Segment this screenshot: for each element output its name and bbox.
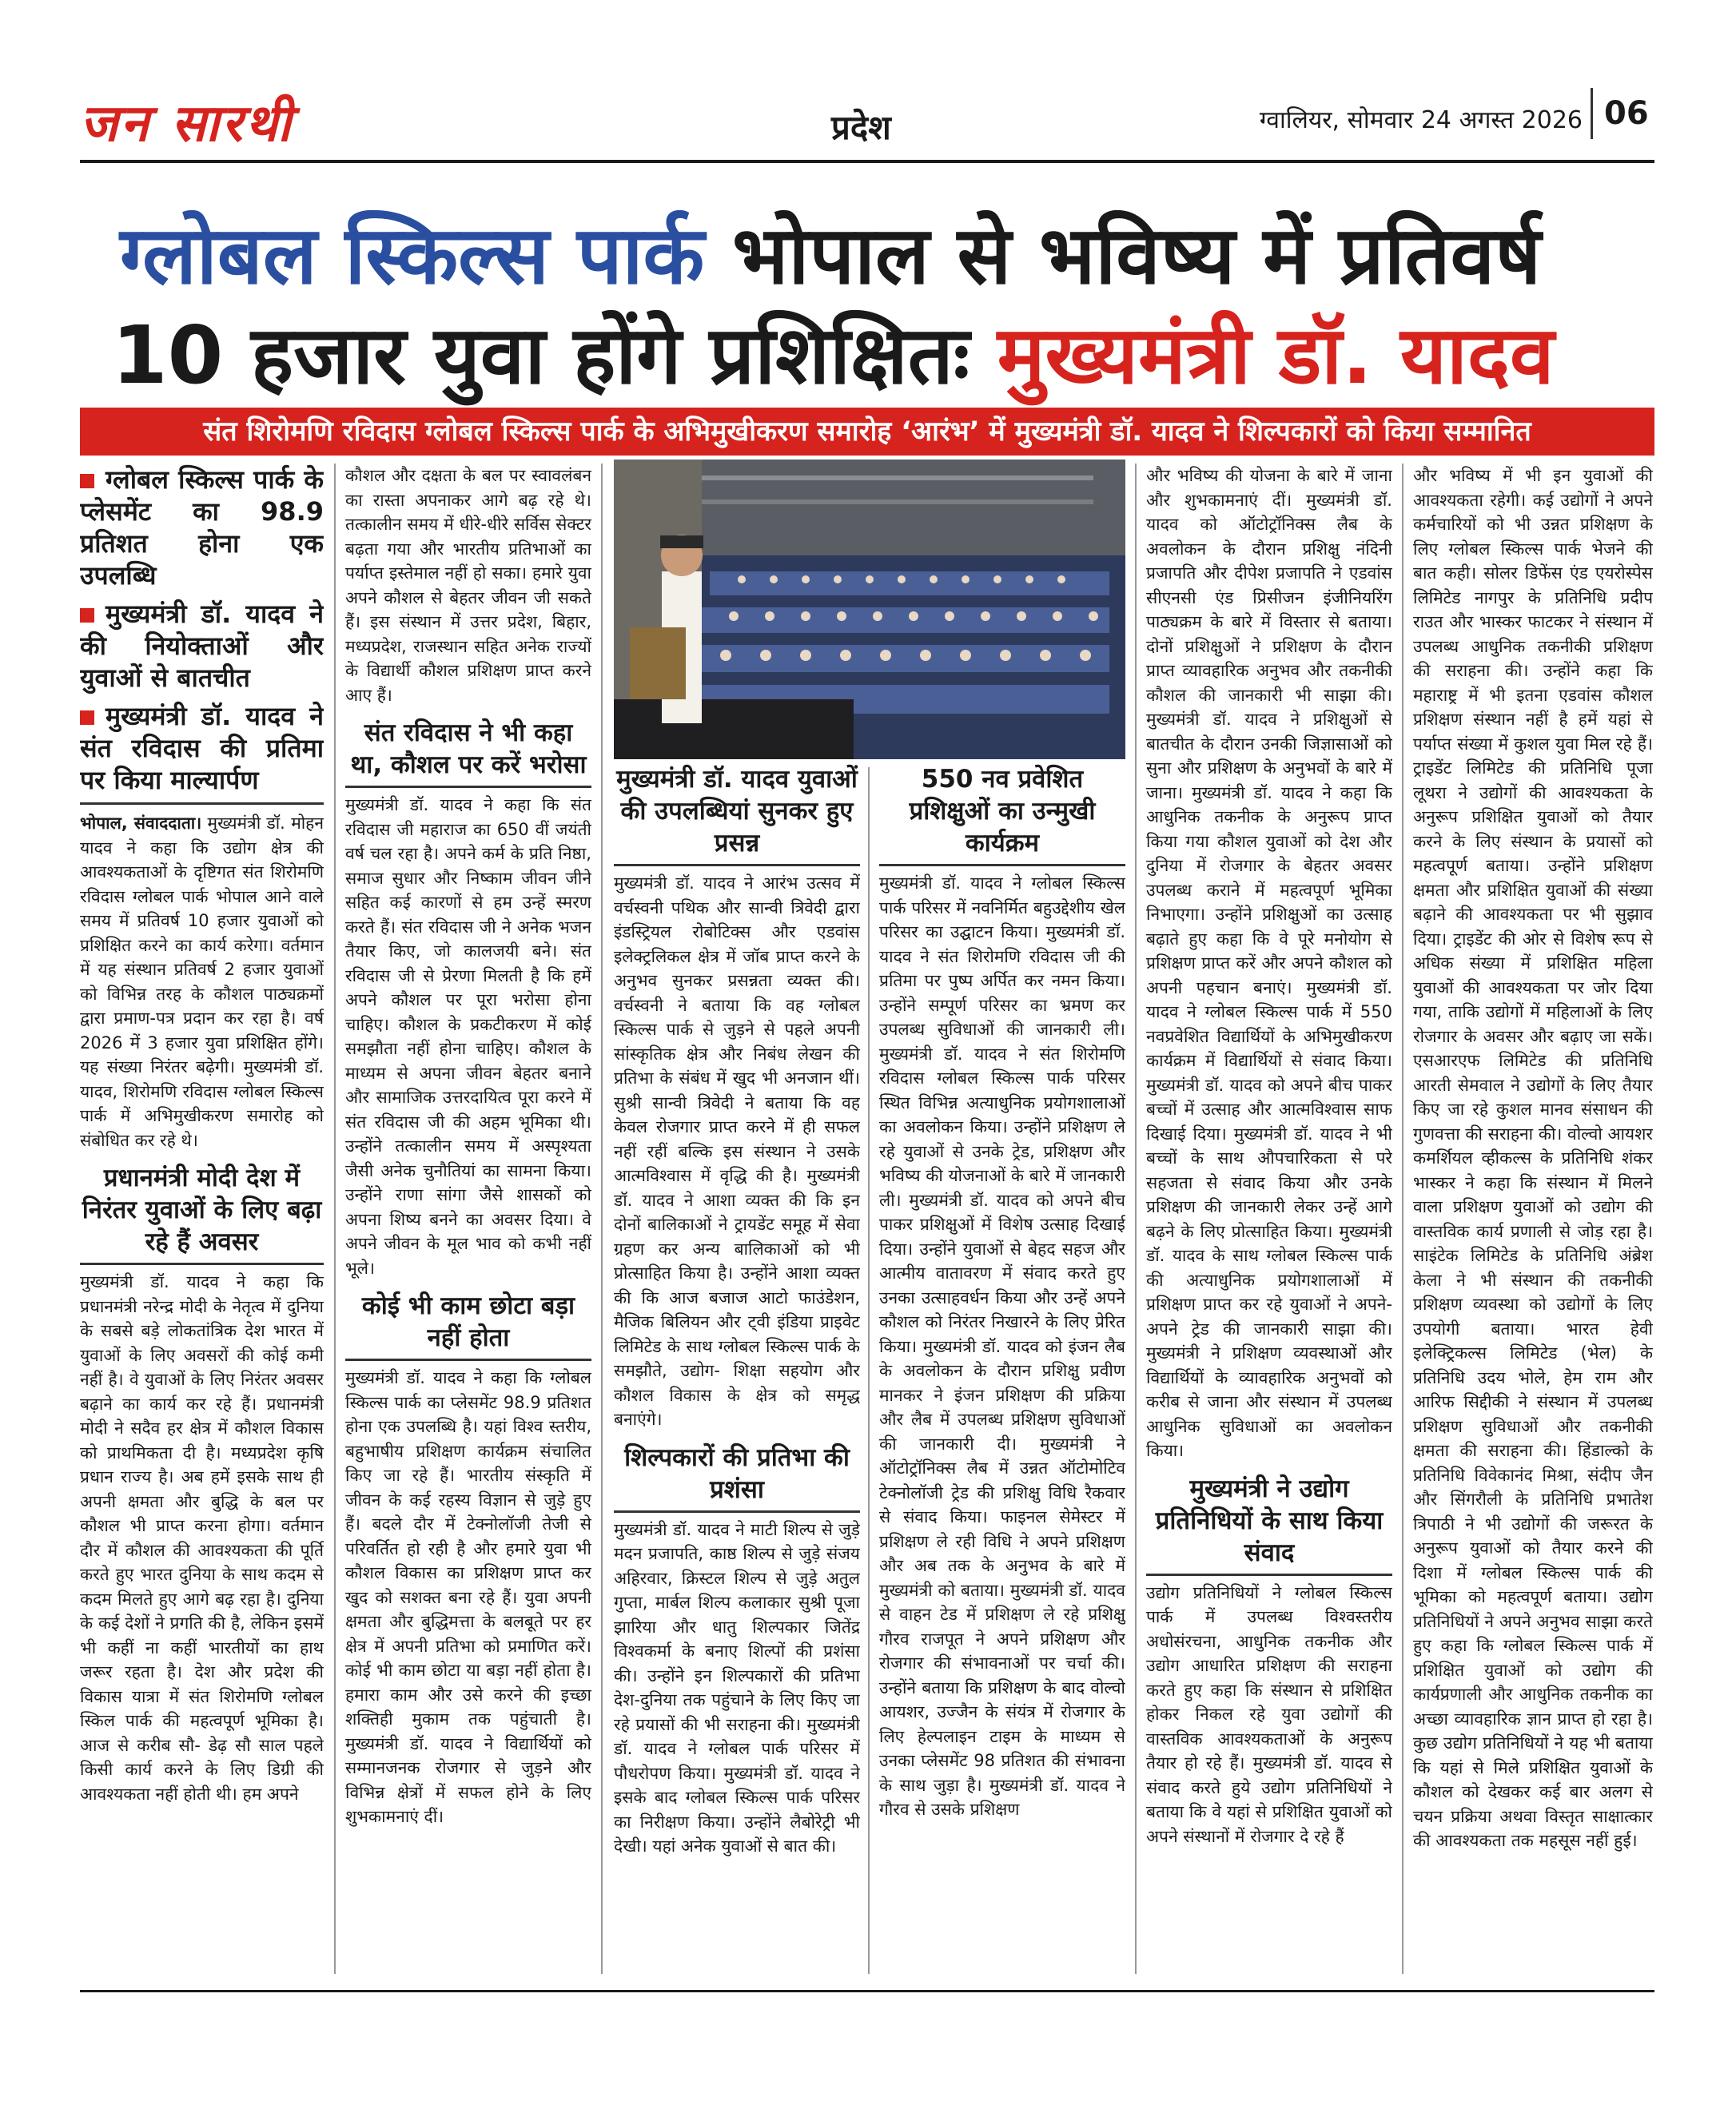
auditorium-photo-illustration — [614, 460, 1125, 759]
dateline-byline: भोपाल, संवाददाता। — [80, 814, 202, 833]
section-label: प्रदेश — [831, 108, 891, 147]
article-paragraph: मुख्यमंत्री डॉ. यादव ने आरंभ उत्सव में वर्चस्वनी पथिक और सान्वी त्रिवेदी द्वारा इंडस्ट्रियल रोबोटिक्स और एडवांस इलेक्ट्रलिकल क्षेत्र में जॉब प्राप्त करने के अनुभव सुनकर प्रसन्नता व्यक्त की। वर्चस्वनी ने बताया कि वह ग्लोबल स्किल्स पार्क से जुड़ने से पहले अपनी सांस्कृतिक क्षेत्र और निबंध लेखन की प्रतिभा के संबंध में खुद भी अनजान थीं। सुश्री सान्वी त्रिवेदी ने बताया कि वह केवल रोजगार प्राप्त करने में ही सफल नहीं रहीं बल्कि इस संस्थान ने उसके आत्मविश्वास में वृद्धि की है। मुख्यमंत्री डॉ. यादव ने आशा व्यक्त की कि इन दोनों बालिकाओं ने ट्रायडेंट समूह में सेवा ग्रहण कर अन्य बालिकाओं को भी प्रोत्साहित किया है। उन्होंने आशा व्यक्त की कि आज बजाज आटो फाउंडेशन, मैजिक बिलियन और ट्वी इंडिया प्राइवेट लिमिटेड के साथ ग्लोबल स्किल्स पार्क के समझौते, उद्योग- शिक्षा सहयोग और कौशल विकास के क्षेत्र को समृद्ध बनाएंगे। — [614, 873, 860, 1429]
subheading: शिल्पकारों की प्रतिभा की प्रशंसा — [614, 1442, 860, 1513]
headline-line-2 — [112, 308, 1555, 404]
subheading: 550 नव प्रवेशित प्रशिक्षुओं का उन्मुखी कार्यक्रम — [879, 763, 1125, 866]
article-paragraph: और भविष्य की योजना के बारे में जाना और शुभकामनाएं दीं। मुख्यमंत्री डॉ. यादव को ऑटोट्रॉनिक्स लैब के अवलोकन के दौरान प्रशिक्षु नंदिनी प्रजापति और दीपेश प्रजापति ने एडवांस सीएनसी एंड प्रिसीजन इंजीनियरिंग पाठ्यक्रम के बारे में विस्तार से बताया। दोनों प्रशिक्षुओं ने प्रशिक्षण के दौरान प्राप्त व्यावहारिक अनुभव और तकनीकी कौशल की जानकारी भी साझा की। मुख्यमंत्री डॉ. यादव ने प्रशिक्षुओं से बातचीत के दौरान उनकी जिज्ञासाओं को सुना और प्रशिक्षण के अनुभवों के बारे में जाना। मुख्यमंत्री डॉ. यादव ने कहा कि आधुनिक तकनीक के अनुरूप प्राप्त किया गया कौशल युवाओं को देश और दुनिया में रोजगार के बेहतर अवसर उपलब्ध कराने में महत्वपूर्ण भूमिका निभाएगा। उन्होंने प्रशिक्षुओं का उत्साह बढ़ाते हुए कहा कि वे पूरे मनोयोग से प्रशिक्षण प्राप्त करें और अपने कौशल को अपनी पहचान बनाएं। मुख्यमंत्री डॉ. यादव ने ग्लोबल स्किल्स पार्क में 550 नवप्रवेशित विद्यार्थियों के अभिमुखीकरण कार्यक्रम में विद्यार्थियों से संवाद किया। मुख्यमंत्री डॉ. यादव को अपने बीच पाकर बच्चों में उत्साह और आत्मविश्वास साफ दिखाई दिया। मुख्यमंत्री डॉ. यादव ने भी बच्चों के साथ औपचारिकता से परे सहजता से संवाद किया और उनके प्रशिक्षण की जानकारी लेकर उन्हें आगे बढ़ने के लिए प्रोत्साहित किया। मुख्यमंत्री डॉ. यादव के साथ ग्लोबल स्किल्स पार्क की अत्याधुनिक प्रयोगशालाओं में प्रशिक्षण प्राप्त कर रहे युवाओं ने अपने-अपने ट्रेड की जानकारी साझा की। मुख्यमंत्री ने प्रशिक्षण व्यवस्थाओं और विद्यार्थियों के व्यावहारिक अनुभवों को करीब से जाना और संस्थान में उपलब्ध आधुनिक सुविधाओं का अवलोकन किया। — [1146, 466, 1392, 1460]
article-paragraph: मुख्यमंत्री डॉ. यादव ने ग्लोबल स्किल्स पार्क परिसर में नवनिर्मित बहुउद्देशीय खेल परिसर का उद्घाटन किया। मुख्यमंत्री डॉ. यादव ने संत शिरोमणि रविदास जी की प्रतिमा पर पुष्प अर्पित कर नमन किया। उन्होंने सम्पूर्ण परिसर का भ्रमण कर उपलब्ध सुविधाओं की जानकारी ली। मुख्यमंत्री डॉ. यादव ने संत शिरोमणि रविदास ग्लोबल स्किल्स पार्क परिसर स्थित विभिन्न अत्याधुनिक प्रयोगशालाओं का अवलोकन किया। उन्होंने प्रशिक्षण ले रहे युवाओं से उनके ट्रेड, प्रशिक्षण और भविष्य की योजनाओं के बारे में जानकारी ली। मुख्यमंत्री डॉ. यादव को अपने बीच पाकर प्रशिक्षुओं में विशेष उत्साह दिखाई दिया। उन्होंने युवाओं से बेहद सहज और आत्मीय वातावरण में संवाद करते हुए उनका उत्साहवर्धन किया और उन्हें अपने कौशल को निरंतर निखारने के लिए प्रेरित किया। मुख्यमंत्री डॉ. यादव को इंजन लैब के अवलोकन के दौरान प्रशिक्षु प्रवीण मानकर ने इंजन प्रशिक्षण की प्रक्रिया और लैब में उपलब्ध प्रशिक्षण सुविधाओं की जानकारी दी। मुख्यमंत्री ने ऑटोट्रॉनिक्स लैब में उन्नत ऑटोमोटिव टेक्नोलॉजी ट्रेड की प्रशिक्षु विधि रैकवार से संवाद किया। फाइनल सेमेस्टर में प्रशिक्षण ले रही विधि ने अपने प्रशिक्षण और अब तक के अनुभव के बारे में मुख्यमंत्री को बताया। मुख्यमंत्री डॉ. यादव से वाहन टेड में प्रशिक्षण ले रहे प्रशिक्षु गौरव राजपूत ने अपने प्रशिक्षण और रोजगार की संभावनाओं पर चर्चा की। उन्होंने बताया कि प्रशिक्षण के बाद वोल्वो आयशर, उज्जैन के संयंत्र में रोजगार के लिए हेल्पलाइन टाइम के माध्यम से उनका प्लेसमेंट 98 प्रतिशत की संभावना के साथ जुड़ा है। मुख्यमंत्री डॉ. यादव ने गौरव से उसके प्रशिक्षण — [879, 873, 1125, 1819]
article-paragraph: मुख्यमंत्री डॉ. यादव ने कहा कि ग्लोबल स्किल्स पार्क का प्लेसमेंट 98.9 प्रतिशत होना एक उपलब्धि है। यहां विश्व स्तरीय, बहुभाषीय प्रशिक्षण कार्यक्रम संचालित किए जा रहे हैं। भारतीय संस्कृति में जीवन के कई रहस्य विज्ञान से जुड़े हुए हैं। बदले दौर में टेक्नोलॉजी तेजी से परिवर्तित हो रही है और हमारे युवा भी कौशल विकास का प्रशिक्षण प्राप्त कर खुद को सशक्त बना रहे हैं। युवा अपनी क्षमता और बुद्धिमत्ता के बलबूते पर हर क्षेत्र में अपनी प्रतिभा को प्रमाणित करें। कोई भी काम छोटा या बड़ा नहीं होता है। हमारा काम और उसे करने की इच्छा शक्तिही मुकाम तक पहुंचाती है। मुख्यमंत्री डॉ. यादव ने विद्यार्थियों को सम्मानजनक रोजगार से जुड़ने और विभिन्न क्षेत्रों में सफल होने के लिए शुभकामनाएं दीं। — [345, 1368, 591, 1826]
headline-black-part-2: 10 हजार युवा होंगे प्रशिक्षितः — [112, 308, 997, 402]
bullet-square-icon — [80, 608, 94, 623]
column-divider — [1135, 464, 1137, 1974]
article-paragraph: मुख्यमंत्री डॉ. यादव ने कहा कि प्रधानमंत्री नरेन्द्र मोदी के नेतृत्व में दुनिया के सबसे बड़े लोकतांत्रिक देश भारत में युवाओं के लिए अवसरों की कोई कमी नहीं है। वे युवाओं के लिए निरंतर अवसर बढ़ाने का कार्य कर रहे हैं। प्रधानमंत्री मोदी ने सदैव हर क्षेत्र में कौशल विकास को प्राथमिकता दी है। मध्यप्रदेश कृषि प्रधान राज्य है। अब हमें इसके साथ ही अपनी क्षमता और बुद्धि के बल पर कौशल भी प्राप्त करना होगा। वर्तमान दौर में कौशल की आवश्यकता की पूर्ति करते हुए भारत दुनिया के साथ कदम से कदम मिलते हुए आगे बढ़ रहा है। दुनिया के कई देशों ने प्रगति की है, लेकिन इसमें भी कहीं ना कहीं भारतीयों का हाथ जरूर रहता है। देश और प्रदेश की विकास यात्रा में संत शिरोमणि ग्लोबल स्किल पार्क की महत्वपूर्ण भूमिका है। आज से करीब सौ- डेढ़ सौ साल पहले किसी कार्य करने के लिए डिग्री की आवश्यकता नहीं होती थी। हम अपने — [80, 1272, 324, 1804]
headline-red-part: मुख्यमंत्री डॉ. यादव — [997, 308, 1555, 402]
article-paragraph: कौशल और दक्षता के बल पर स्वावलंबन का रास्ता अपनाकर आगे बढ़ रहे थे। तत्कालीन समय में धीरे-धीरे सर्विस सेक्टर बढ़ता गया और भारतीय प्रतिभाओं का पर्याप्त इस्तेमाल नहीं हो सका। हमारे युवा अपने कौशल से बेहतर जीवन जी सकते हैं। इस संस्थान में उत्तर प्रदेश, बिहार, मध्यप्रदेश, राजस्थान सहित अनेक राज्यों के विद्यार्थी कौशल प्रशिक्षण प्राप्त करने आए हैं। — [345, 466, 591, 705]
article-column-6 — [1413, 464, 1653, 1982]
headline-black-part: भोपाल से भविष्य में प्रतिवर्ष — [704, 209, 1542, 302]
highlight-item: ग्लोबल स्किल्स पार्क के प्लेसमेंट का 98.9 प्रतिशत होना एक उपलब्धि — [80, 464, 324, 591]
subheading: संत रविदास ने भी कहा था, कौशल पर करें भरोसा — [345, 717, 591, 788]
article-paragraph: मुख्यमंत्री डॉ. यादव ने माटी शिल्प से जुड़े मदन प्रजापति, काष्ठ शिल्प से जुड़े संजय अहिरवार, क्रिस्टल शिल्प से जुड़े अतुल गुप्ता, मार्बल शिल्प कलाकार सुश्री पूजा झारिया और धातु शिल्पकार जितेंद्र विश्वकर्मा के बनाए शिल्पों की प्रशंसा की। उन्होंने इन शिल्पकारों की प्रतिभा देश-दुनिया तक पहुंचाने के लिए किए जा रहे प्रयासों की भी सराहना की। मुख्यमंत्री डॉ. यादव ने ग्लोबल पार्क परिसर में पौधरोपण किया। मुख्यमंत्री डॉ. यादव ने इसके बाद ग्लोबल स्किल्स पार्क परिसर का निरीक्षण किया। उन्होंने लैबोरेट्री भी देखी। यहां अनेक युवाओं से बात की। — [614, 1519, 860, 1856]
column-divider — [334, 464, 336, 1974]
subheading: मुख्यमंत्री ने उद्योग प्रतिनिधियों के साथ किया संवाद — [1146, 1473, 1392, 1576]
column-divider — [1402, 464, 1404, 1974]
article-column-2 — [345, 464, 591, 1982]
article-column-5 — [1146, 464, 1392, 1982]
column-divider — [601, 464, 603, 1974]
column-divider — [868, 767, 870, 1974]
subheading: मुख्यमंत्री डॉ. यादव युवाओं की उपलब्धियां सुनकर हुए प्रसन्न — [614, 763, 860, 866]
subheading: कोई भी काम छोटा बड़ा नहीं होता — [345, 1290, 591, 1361]
highlight-item: मुख्यमंत्री डॉ. यादव ने संत रविदास की प्रतिमा पर किया माल्यार्पण — [80, 700, 324, 805]
edition-dateline: ग्वालियर, सोमवार 24 अगस्त 2026 — [1259, 106, 1583, 134]
article-paragraph: उद्योग प्रतिनिधियों ने ग्लोबल स्किल्स पार्क में उपलब्ध विश्वस्तरीय अधोसंरचना, आधुनिक तकनीक और उद्योग आधारित प्रशिक्षण की सराहना करते हुए कहा कि संस्थान से प्रशिक्षित होकर निकल रहे युवा उद्योगों की वास्तविक आवश्यकताओं के अनुरूप तैयार हो रहे हैं। मुख्यमंत्री डॉ. यादव से संवाद करते हुये उद्योग प्रतिनिधियों ने बताया कि वे यहां से प्रशिक्षित युवाओं को अपने संस्थानों में रोजगार दे रहे हैं — [1146, 1582, 1392, 1846]
headline-line-1 — [120, 208, 1541, 304]
article-paragraph: और भविष्य में भी इन युवाओं की आवश्यकता रहेगी। कई उद्योगों ने अपने कर्मचारियों को भी उन्नत प्रशिक्षण के लिए ग्लोबल स्किल्स पार्क भेजने की बात कही। सोलर डिफेंस एंड एयरोस्पेस लिमिटेड नागपुर के प्रतिनिधि प्रदीप राउत और भास्कर फाटकर ने संस्थान में उपलब्ध आधुनिक तकनीकी प्रशिक्षण की सराहना की। उन्होंने कहा कि महाराष्ट्र में भी इतना एडवांस कौशल प्रशिक्षण संस्थान नहीं है हमें यहां से पर्याप्त संख्या में कुशल युवा मिल रहे हैं। ट्राइडेंट लिमिटेड की प्रतिनिधि पूजा लूथरा ने उद्योगों की आवश्यकता के अनुरूप प्रशिक्षित युवाओं को तैयार करने के लिए संस्थान के प्रयासों को महत्वपूर्ण बताया। उन्होंने प्रशिक्षण क्षमता और प्रशिक्षित युवाओं की संख्या बढ़ाने की आवश्यकता पर भी सुझाव दिया। ट्राइडेंट की ओर से विशेष रूप से अधिक संख्या में प्रशिक्षित महिला युवाओं की आवश्यकता पर जोर दिया गया, ताकि उद्योगों में महिलाओं के लिए रोजगार के अवसर और बढ़ाए जा सकें। एसआरएफ लिमिटेड की प्रतिनिधि आरती सेमवाल ने उद्योगों के लिए तैयार किए जा रहे कुशल मानव संसाधन की गुणवत्ता की सराहना की। वोल्वो आयशर कमर्शियल व्हीकल्स के प्रतिनिधि शंकर भास्कर ने कहा कि संस्थान में मिलने वाला प्रशिक्षण युवाओं को उद्योग की वास्तविक कार्य प्रणाली से जोड़ रहा है। साइंटेक लिमिटेड के प्रतिनिधि अंब्रेश केला ने भी संस्थान की तकनीकी प्रशिक्षण व्यवस्था को उद्योगों के लिए उपयोगी बताया। भारत हेवी इलेक्ट्रिकल्स लिमिटेड (भेल) के प्रतिनिधि उदय भोले, हेम राम और आरिफ सिद्दीकी ने संस्थान में उपलब्ध प्रशिक्षण सुविधाओं और तकनीकी क्षमता की सराहना की। हिंडाल्को के प्रतिनिधि विवेकानंद मिश्रा, संदीप जैन और सिंगरौली के प्रतिनिधि प्रभातेश त्रिपाठी ने भी उद्योगों की जरूरत के अनुरूप युवाओं को तैयार करने की दिशा में ग्लोबल स्किल्स पार्क की भूमिका को महत्वपूर्ण बताया। उद्योग प्रतिनिधियों ने अपने अनुभव साझा करते हुए कहा कि ग्लोबल स्किल्स पार्क में प्रशिक्षित युवाओं को उद्योग की कार्यप्रणाली और आधुनिक तकनीक का अच्छा व्यावहारिक ज्ञान प्राप्त हो रहा है। कुछ उद्योग प्रतिनिधियों ने यह भी बताया कि यहां से मिले प्रशिक्षित युवाओं के कौशल को देखकर कई बार अलग से चयन प्रक्रिया अथवा विस्तृत साक्षात्कार की आवश्यकता तक महसूस नहीं हुई। — [1413, 466, 1653, 1850]
article-paragraph: भोपाल, संवाददाता। मुख्यमंत्री डॉ. मोहन यादव ने कहा कि उद्योग क्षेत्र की आवश्यकताओं के दृष्टिगत संत शिरोमणि रविदास ग्लोबल पार्क भोपाल आने वाले समय में प्रतिवर्ष 10 हजार युवाओं को प्रशिक्षित करने का कार्य करेगा। वर्तमान में यह संस्थान प्रतिवर्ष 2 हजार युवाओं को विभिन्न तरह के कौशल पाठ्यक्रमों द्वारा प्रमाण-पत्र प्रदान कर रहा है। वर्ष 2026 में 3 हजार युवा प्रशिक्षित होंगे। यह संख्या निरंतर बढ़ेगी। मुख्यमंत्री डॉ. यादव, शिरोमणि रविदास ग्लोबल स्किल्स पार्क में अभिमुखीकरण समारोह को संबोधित कर रहे थे। — [80, 814, 324, 1150]
footer-rule — [80, 1990, 1654, 1992]
masthead-logo: जन सारथी — [80, 94, 293, 153]
headline-blue-part: ग्लोबल स्किल्स पार्क — [120, 209, 705, 302]
strap-bar: संत शिरोमणि रविदास ग्लोबल स्किल्स पार्क के अभिमुखीकरण समारोह ‘आरंभ’ में मुख्यमंत्री डॉ. यादव ने शिल्पकारों को किया सम्मानित — [80, 408, 1654, 456]
article-paragraph: मुख्यमंत्री डॉ. यादव ने कहा कि संत रविदास जी महाराज का 650 वीं जयंती वर्ष चल रहा है। अपने कर्म के प्रति निष्ठा, समाज सुधार और निष्काम जीवन जीने सहित कई कारणों से हम उन्हें स्मरण करते हैं। संत रविदास जी ने अनेक भजन तैयार किए, जो कालजयी बने। संत रविदास जी से प्रेरणा मिलती है कि हमें अपने कौशल पर पूरा भरोसा होना चाहिए। कौशल के प्रकटीकरण में कोई समझौता नहीं होना चाहिए। कौशल के माध्यम से अपना जीवन बेहतर बनाने और सामाजिक उत्तरदायित्व पूरा करने में संत रविदास जी की अहम भूमिका थी। उन्होंने तत्कालीन समय में अस्पृश्यता जैसी अनेक चुनौतियां का सामना किया। उन्होंने राणा सांगा जैसे शासकों को अपना शिष्य बनने का अवसर दिया। वे अपने जीवन के मूल भाव को कभी नहीं भूले। — [345, 795, 591, 1278]
article-column-4 — [879, 763, 1125, 1982]
header-rule — [80, 160, 1654, 163]
article-column-1 — [80, 464, 324, 1982]
article-column-3 — [614, 763, 860, 1982]
subheading: प्रधानमंत्री मोदी देश में निरंतर युवाओं के लिए बढ़ा रहे हैं अवसर — [80, 1162, 324, 1265]
page-number: 06 — [1591, 88, 1649, 139]
bullet-square-icon — [80, 710, 94, 725]
highlight-item: मुख्यमंत्री डॉ. यादव ने की नियोक्ताओं और युवाओं से बातचीत — [80, 599, 324, 693]
event-photo — [614, 460, 1125, 759]
bullet-square-icon — [80, 474, 94, 488]
